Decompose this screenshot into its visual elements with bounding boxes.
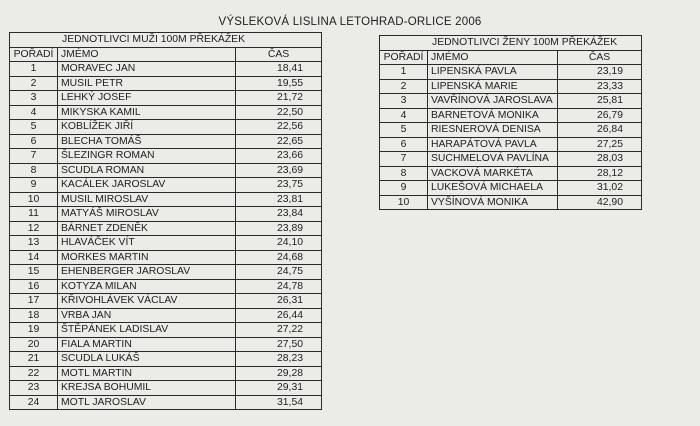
time-cell: 19,55 — [236, 76, 322, 91]
time-cell: 28,03 — [558, 152, 642, 167]
time-cell: 23,89 — [236, 221, 322, 236]
name-cell: HARAPÁTOVÁ PAVLA — [428, 137, 558, 152]
time-cell: 22,65 — [236, 134, 322, 149]
rank-column-header: POŘADÍ — [10, 47, 58, 62]
table-row — [10, 163, 322, 178]
time-cell: 23,33 — [558, 79, 642, 94]
rank-cell: 4 — [10, 105, 58, 120]
rank-column-header: POŘADÍ — [380, 50, 428, 65]
table-row — [380, 152, 642, 167]
name-cell: BLECHA TOMÁŠ — [58, 134, 236, 149]
time-cell: 23,19 — [558, 65, 642, 80]
time-cell: 23,84 — [236, 207, 322, 222]
table-row — [10, 352, 322, 367]
table-row — [10, 178, 322, 193]
table-row — [10, 395, 322, 410]
document-title: VÝSLEKOVÁ LISLINA LETOHRAD-ORLICE 2006 — [218, 16, 482, 28]
table-title-row — [10, 33, 322, 48]
time-cell: 29,28 — [236, 366, 322, 381]
name-cell: MUSIL MIROSLAV — [58, 192, 236, 207]
rank-cell: 7 — [10, 149, 58, 164]
table-row — [10, 323, 322, 338]
name-cell: VYŠÍNOVÁ MONIKA — [428, 195, 558, 210]
time-cell: 28,12 — [558, 166, 642, 181]
name-cell: EHENBERGER JAROSLAV — [58, 265, 236, 280]
name-cell: VRBA JAN — [58, 308, 236, 323]
time-cell: 18,41 — [236, 62, 322, 77]
table-row — [10, 105, 322, 120]
table-row — [10, 294, 322, 309]
table-row — [380, 137, 642, 152]
table-row — [10, 149, 322, 164]
time-cell: 24,68 — [236, 250, 322, 265]
name-cell: KREJSA BOHUMIL — [58, 381, 236, 396]
time-cell: 24,75 — [236, 265, 322, 280]
name-cell: KŘIVOHLÁVEK VÁCLAV — [58, 294, 236, 309]
rank-cell: 5 — [380, 123, 428, 138]
rank-cell: 18 — [10, 308, 58, 323]
table-row — [10, 62, 322, 77]
name-cell: LEHKÝ JOSEF — [58, 91, 236, 106]
time-cell: 26,44 — [236, 308, 322, 323]
table-row — [10, 134, 322, 149]
name-cell: VAVŘÍNOVÁ JAROSLAVA — [428, 94, 558, 109]
rank-cell: 16 — [10, 279, 58, 294]
rank-cell: 1 — [380, 65, 428, 80]
name-cell: MATYÁŠ MIROSLAV — [58, 207, 236, 222]
women-results-table — [379, 35, 642, 210]
rank-cell: 24 — [10, 395, 58, 410]
time-cell: 27,25 — [558, 137, 642, 152]
rank-cell: 21 — [10, 352, 58, 367]
name-cell: ŠLEZINGR ROMAN — [58, 149, 236, 164]
rank-cell: 13 — [10, 236, 58, 251]
table-row — [380, 166, 642, 181]
time-cell: 22,50 — [236, 105, 322, 120]
rank-cell: 14 — [10, 250, 58, 265]
men-results-table — [9, 32, 322, 410]
name-cell: HLAVÁČEK VÍT — [58, 236, 236, 251]
name-cell: KOBLÍŽEK JIŘÍ — [58, 120, 236, 135]
table-header-row — [380, 50, 642, 65]
table-row — [10, 366, 322, 381]
name-cell: MORAVEC JAN — [58, 62, 236, 77]
rank-cell: 22 — [10, 366, 58, 381]
time-cell: 28,23 — [236, 352, 322, 367]
time-cell: 42,90 — [558, 195, 642, 210]
rank-cell: 20 — [10, 337, 58, 352]
table-row — [10, 120, 322, 135]
rank-cell: 23 — [10, 381, 58, 396]
rank-cell: 8 — [10, 163, 58, 178]
name-cell: BARNETOVÁ MONIKA — [428, 108, 558, 123]
rank-cell: 6 — [380, 137, 428, 152]
table-row — [10, 236, 322, 251]
name-cell: MOTL JAROSLAV — [58, 395, 236, 410]
name-cell: MIKYSKA KAMIL — [58, 105, 236, 120]
time-cell: 24,10 — [236, 236, 322, 251]
rank-cell: 3 — [10, 91, 58, 106]
time-cell: 31,02 — [558, 181, 642, 196]
name-cell: MOTL MARTIN — [58, 366, 236, 381]
time-cell: 21,72 — [236, 91, 322, 106]
table-row — [10, 279, 322, 294]
time-cell: 22,56 — [236, 120, 322, 135]
table-row — [10, 250, 322, 265]
time-cell: 26,31 — [236, 294, 322, 309]
time-cell: 27,22 — [236, 323, 322, 338]
name-cell: KACÁLEK JAROSLAV — [58, 178, 236, 193]
name-cell: MORKES MARTIN — [58, 250, 236, 265]
name-cell: LIPENSKÁ PAVLA — [428, 65, 558, 80]
name-cell: SUCHMELOVÁ PAVLÍNA — [428, 152, 558, 167]
time-cell: 23,75 — [236, 178, 322, 193]
rank-cell: 4 — [380, 108, 428, 123]
table-row — [380, 79, 642, 94]
rank-cell: 11 — [10, 207, 58, 222]
table-row — [10, 381, 322, 396]
table-row — [10, 265, 322, 280]
name-cell: LUKEŠOVÁ MICHAELA — [428, 181, 558, 196]
table-row — [10, 91, 322, 106]
name-cell: SCUDLA LUKÁŠ — [58, 352, 236, 367]
time-cell: 26,84 — [558, 123, 642, 138]
name-cell: VACKOVÁ MARKÉTA — [428, 166, 558, 181]
table-title-row — [380, 36, 642, 51]
name-cell: MUSIL PETR — [58, 76, 236, 91]
time-cell: 23,66 — [236, 149, 322, 164]
table-row — [380, 123, 642, 138]
rank-cell: 2 — [10, 76, 58, 91]
time-column-header: ČAS — [558, 50, 642, 65]
table-row — [10, 207, 322, 222]
time-cell: 26,79 — [558, 108, 642, 123]
time-cell: 24,78 — [236, 279, 322, 294]
rank-cell: 15 — [10, 265, 58, 280]
rank-cell: 17 — [10, 294, 58, 309]
rank-cell: 10 — [10, 192, 58, 207]
rank-cell: 19 — [10, 323, 58, 338]
rank-cell: 1 — [10, 62, 58, 77]
time-cell: 29,31 — [236, 381, 322, 396]
time-cell: 23,81 — [236, 192, 322, 207]
name-cell: LIPENSKÁ MARIE — [428, 79, 558, 94]
table-title: JEDNOTLIVCI ŽENY 100M PŘEKÁŽEK — [380, 36, 642, 51]
table-row — [10, 76, 322, 91]
table-row — [380, 195, 642, 210]
table-row — [380, 65, 642, 80]
table-row — [380, 181, 642, 196]
table-row — [380, 94, 642, 109]
name-cell: KOTYZA MILAN — [58, 279, 236, 294]
table-row — [10, 221, 322, 236]
rank-cell: 7 — [380, 152, 428, 167]
name-cell: SCUDLA ROMAN — [58, 163, 236, 178]
table-row — [10, 192, 322, 207]
rank-cell: 8 — [380, 166, 428, 181]
name-cell: BÁRNET ZDENĚK — [58, 221, 236, 236]
time-cell: 23,69 — [236, 163, 322, 178]
rank-cell: 5 — [10, 120, 58, 135]
rank-cell: 9 — [10, 178, 58, 193]
table-header-row — [10, 47, 322, 62]
name-cell: RIESNEROVÁ DENISA — [428, 123, 558, 138]
name-cell: FIALA MARTIN — [58, 337, 236, 352]
table-title: JEDNOTLIVCI MUŽI 100M PŘEKÁŽEK — [10, 33, 322, 48]
name-column-header: JMÉMO — [58, 47, 236, 62]
time-cell: 25,81 — [558, 94, 642, 109]
time-cell: 27,50 — [236, 337, 322, 352]
time-column-header: ČAS — [236, 47, 322, 62]
rank-cell: 9 — [380, 181, 428, 196]
name-cell: ŠTĚPÁNEK LADISLAV — [58, 323, 236, 338]
rank-cell: 12 — [10, 221, 58, 236]
rank-cell: 2 — [380, 79, 428, 94]
table-row — [10, 308, 322, 323]
table-row — [10, 337, 322, 352]
rank-cell: 6 — [10, 134, 58, 149]
time-cell: 31,54 — [236, 395, 322, 410]
rank-cell: 3 — [380, 94, 428, 109]
table-row — [380, 108, 642, 123]
name-column-header: JMÉMO — [428, 50, 558, 65]
rank-cell: 10 — [380, 195, 428, 210]
